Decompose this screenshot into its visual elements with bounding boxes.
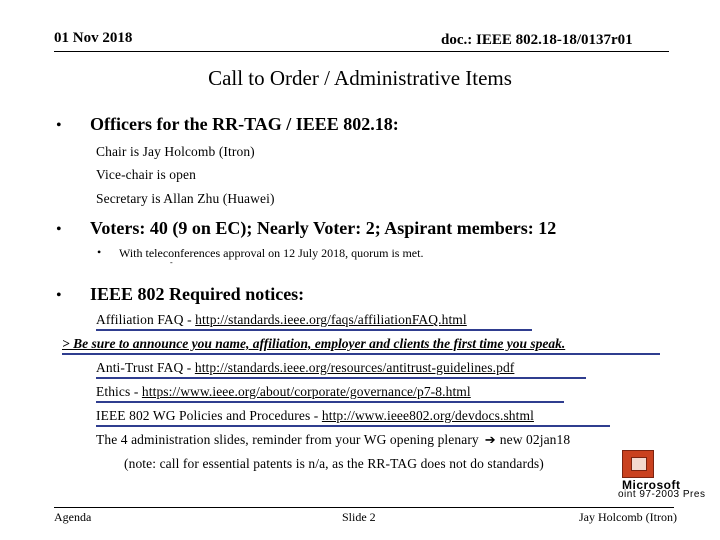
voters-heading: Voters: 40 (9 on EC); Nearly Voter: 2; Aspirant members: 12 <box>90 218 557 238</box>
ethics-highlight <box>96 401 564 403</box>
officer-secretary: Secretary is Allan Zhu (Huawei) <box>96 191 275 206</box>
quorum-text: With teleconferences approval on 12 July 2018, quorum is met. <box>119 246 424 260</box>
announce-notice: > Be sure to announce you name, affiliation, employer and clients the first time you speak. <box>62 336 566 351</box>
footer-slide-number: Slide 2 <box>342 510 376 524</box>
ethics-line <box>96 384 471 400</box>
header-doc-id: doc.: IEEE 802.18-18/0137r01 <box>441 32 633 48</box>
header-rule <box>54 51 669 52</box>
voters-bullet <box>56 218 556 239</box>
embedded-ppt-object[interactable] <box>618 448 720 500</box>
antitrust-line <box>96 360 514 376</box>
policies-highlight <box>96 425 610 427</box>
officer-chair: Chair is Jay Holcomb (Itron) <box>96 144 255 159</box>
notices-heading: IEEE 802 Required notices: <box>90 284 305 304</box>
antitrust-label: Anti-Trust FAQ - <box>96 360 195 375</box>
affiliation-label: Affiliation FAQ - <box>96 312 196 327</box>
policies-label: IEEE 802 WG Policies and Procedures - <box>96 408 322 423</box>
footer-left: Agenda <box>54 510 92 524</box>
quorum-bullet: • <box>97 245 102 259</box>
patents-note: (note: call for essential patents is n/a, as the RR-TAG does not do standards) <box>124 456 544 471</box>
affiliation-highlight <box>96 329 532 331</box>
policies-link[interactable]: http://www.ieee802.org/devdocs.shtml <box>321 408 534 423</box>
officer-vice-chair: Vice-chair is open <box>96 167 196 182</box>
admin-new-date: new 02jan18 <box>499 432 571 447</box>
antitrust-link[interactable]: http://standards.ieee.org/resources/antitrust-guidelines.pdf <box>194 360 515 375</box>
admin-slides-line <box>96 432 570 448</box>
policies-line <box>96 408 534 424</box>
announce-highlight <box>62 353 660 355</box>
ppt-version: oint 97-2003 Pres <box>618 489 706 500</box>
antitrust-highlight <box>96 377 586 379</box>
notices-bullet <box>56 284 304 305</box>
footer-author: Jay Holcomb (Itron) <box>579 510 677 524</box>
slide-title: Call to Order / Administrative Items <box>208 66 512 90</box>
arrow-right-icon: ➔ <box>484 432 496 447</box>
officers-bullet <box>56 114 399 135</box>
stray-mark: - <box>170 258 173 267</box>
ethics-label: Ethics - <box>96 384 142 399</box>
ethics-link[interactable]: https://www.ieee.org/about/corporate/governance/p7-8.html <box>141 384 471 399</box>
footer-rule <box>54 507 674 508</box>
bullet-dot: • <box>56 221 62 238</box>
bullet-dot: • <box>56 117 62 134</box>
ppt-brand: Microsoft <box>622 478 681 492</box>
admin-slides-text: The 4 administration slides, reminder from your WG opening plenary <box>96 432 479 447</box>
officers-heading: Officers for the RR-TAG / IEEE 802.18: <box>90 114 399 134</box>
affiliation-link[interactable]: http://standards.ieee.org/faqs/affiliationFAQ.html <box>195 312 467 327</box>
bullet-dot: • <box>56 287 62 304</box>
affiliation-line <box>96 312 467 328</box>
header-date: 01 Nov 2018 <box>54 30 133 46</box>
powerpoint-icon <box>622 450 654 478</box>
